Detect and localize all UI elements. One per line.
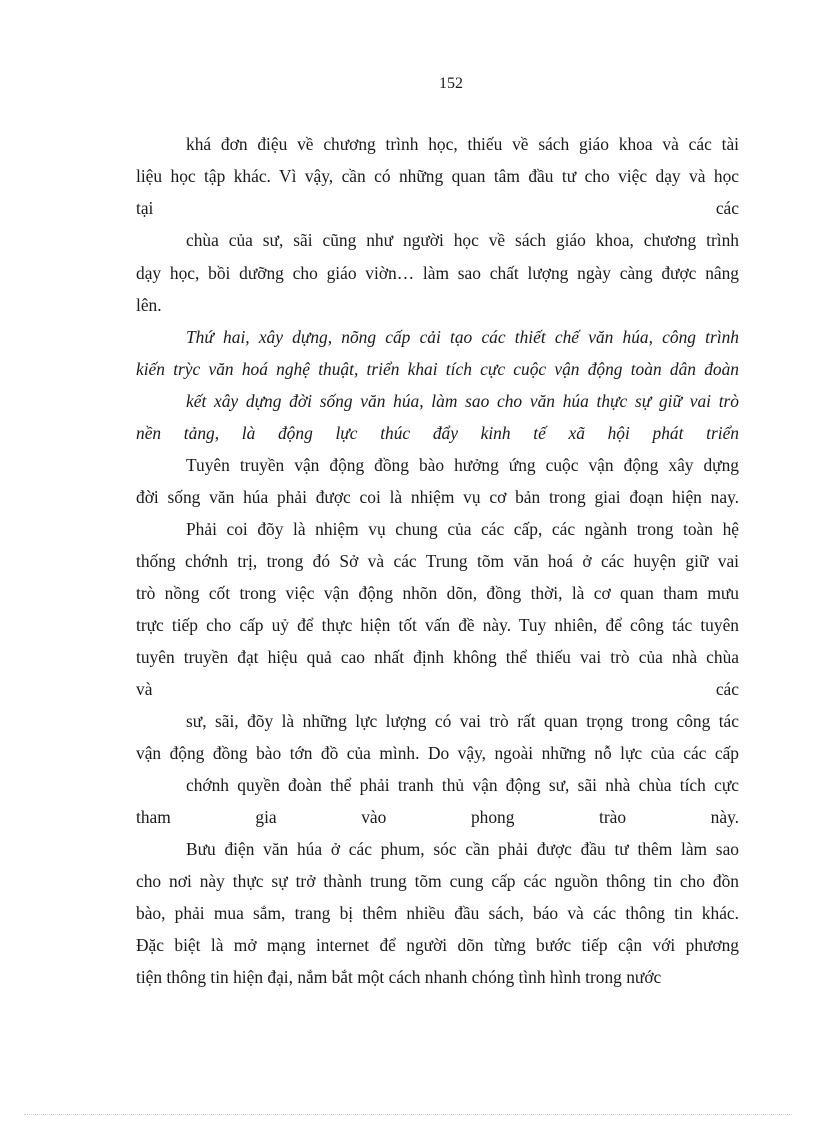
text-line: liệu học tập khác. Vì vậy, cần có những quan tâm đầu tư cho việc dạy và học — [136, 166, 739, 186]
text-line: kiến trỳc văn hoá nghệ thuật, triển khai tích cực cuộc vận động toàn dân đoàn — [136, 359, 739, 379]
page-number: 152 — [439, 75, 463, 92]
text-line: Thứ hai, xây dựng, nõng cấp cải tạo các thiết chế văn húa, công trình — [186, 327, 739, 347]
text-line: tiện thông tin hiện đại, nắm bắt một cách nhanh chóng tình hình trong nước — [136, 967, 662, 987]
text-line: trò nồng cốt trong việc vận động nhõn dõn, đồng thời, là cơ quan tham mưu — [136, 583, 739, 603]
text-line: sư, sãi, đõy là những lực lượng có vai trò rất quan trọng trong công tác — [186, 711, 739, 731]
page-bottom-rule — [24, 1114, 792, 1115]
text-line: và các — [136, 679, 739, 699]
text-line: tham gia vào phong trào này. — [136, 807, 739, 827]
text-line: trực tiếp cho cấp uỷ để thực hiện tốt vấn đề này. Tuy nhiên, để công tác tuyên — [136, 615, 739, 635]
text-line: Đặc biệt là mở mạng internet để người dõn từng bước tiếp cận với phương — [136, 935, 739, 955]
text-line: chớnh quyền đoàn thể phải tranh thủ vận động sư, sãi nhà chùa tích cực — [186, 775, 739, 795]
text-line: cho nơi này thực sự trở thành trung tõm cung cấp các nguồn thông tin cho đồn — [136, 871, 739, 891]
text-line: Bưu điện văn húa ở các phum, sóc cần phải được đầu tư thêm làm sao — [186, 839, 739, 859]
text-line: tuyên truyền đạt hiệu quả cao nhất định không thể thiếu vai trò của nhà chùa — [136, 647, 739, 667]
text-line: đời sống văn húa phải được coi là nhiệm vụ cơ bản trong giai đoạn hiện nay. — [136, 487, 739, 507]
text-line: Phải coi đõy là nhiệm vụ chung của các cấp, các ngành trong toàn hệ — [186, 519, 739, 539]
text-line: lên. — [136, 295, 162, 315]
text-line: bào, phải mua sắm, trang bị thêm nhiều đầu sách, báo và các thông tin khác. — [136, 903, 739, 923]
text-line: nền tảng, là động lực thúc đẩy kinh tế xã hội phát triển — [136, 423, 739, 443]
text-line: khá đơn điệu về chương trình học, thiếu về sách giáo khoa và các tài — [186, 134, 739, 154]
text-line: thống chớnh trị, trong đó Sở và các Trung tõm văn hoá ở các huyện giữ vai — [136, 551, 739, 571]
text-line: chùa của sư, sãi cũng như người học về sách giáo khoa, chương trình — [186, 230, 739, 250]
text-line: Tuyên truyền vận động đồng bào hưởng ứng cuộc vận động xây dựng — [186, 455, 739, 475]
text-line: vận động đồng bào tớn đồ của mình. Do vậy, ngoài những nỗ lực của các cấp — [136, 743, 739, 763]
text-line: dạy học, bồi dưỡng cho giáo viờn… làm sao chất lượng ngày càng được nâng — [136, 263, 739, 283]
text-line: tại các — [136, 198, 739, 218]
text-line: kết xây dựng đời sống văn húa, làm sao cho văn húa thực sự giữ vai trò — [186, 391, 739, 411]
